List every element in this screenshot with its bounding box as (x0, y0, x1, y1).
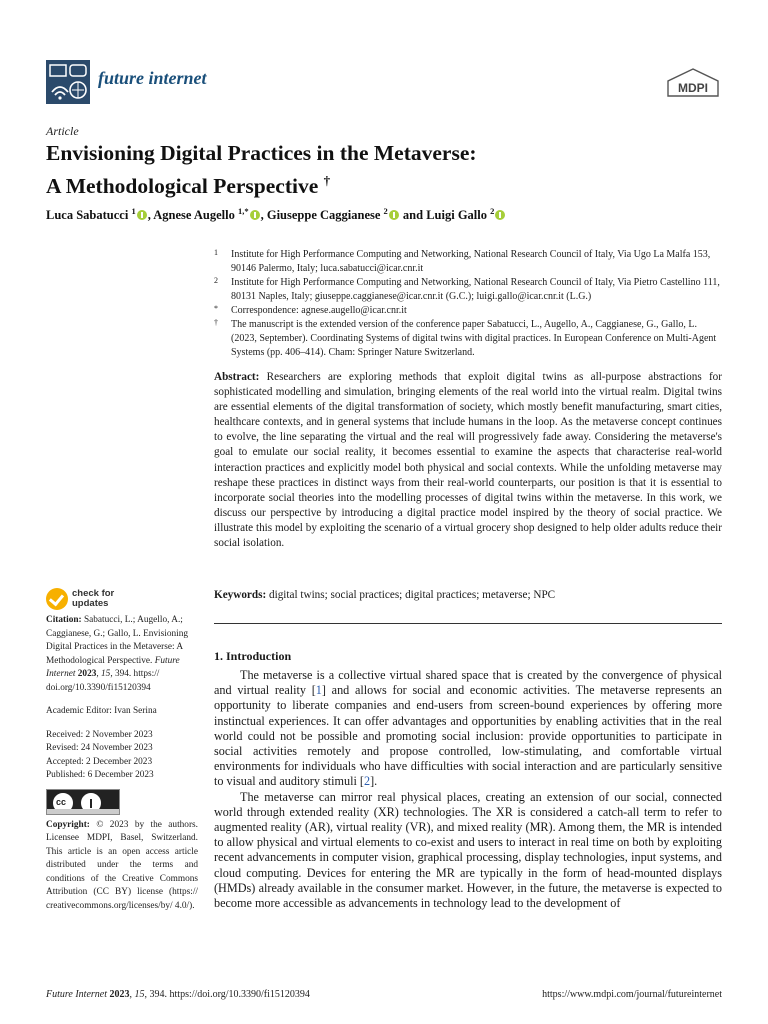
author-name[interactable]: Giuseppe Caggianese (266, 208, 381, 223)
section-heading: 1. Introduction (214, 649, 292, 663)
citation-link[interactable]: 2 (363, 774, 371, 789)
section-divider (214, 623, 722, 624)
introduction-body (214, 668, 722, 911)
journal-name: future internet (98, 68, 207, 88)
author-list: Luca Sabatucci $^1$ , Agnese Augello $^{1,*}$ , Giuseppe Caggianese $^2$ and Luigi Gallo $^2$ (46, 206, 506, 223)
orcid-icon[interactable] (250, 210, 260, 220)
journal-logo-icon (46, 60, 90, 104)
title-line-2: A Methodological Perspective (46, 174, 319, 199)
extended-version-note: † The manuscript is the extended version of the conference paper Sabatucci, L., Augello, A., Caggianese, G., Gallo, L. (2023, September). Coordinating Systems of digital twins with digital practices. In European Conference on Multi-Agent Systems (pp. 406–414). Cham: Springer Nature Switzerland. (214, 318, 717, 358)
academic-editor: Academic Editor: Ivan Serina (46, 706, 157, 716)
sidebar-info (46, 614, 198, 913)
orcid-icon[interactable] (495, 210, 505, 220)
footer-journal-url[interactable]: https://www.mdpi.com/journal/futureinternet (542, 989, 722, 1000)
citation: Citation: Sabatucci, L.; Augello, A.; Caggianese, G.; Gallo, L. Envisioning Digital Practices in the Metaverse: A Methodological Perspective. Future Internet 2023, 15, 394. https:// doi.org/10.3390/fi15120394 (46, 615, 189, 693)
article-type: Article (46, 124, 79, 138)
correspondence: * Correspondence: agnese.augello@icar.cnr.it (214, 304, 407, 316)
affiliations (214, 248, 722, 360)
affiliation-item: 2 Institute for High Performance Computing and Networking, National Research Council of Italy, Via Pietro Castellino 111, 80131 Naples, Italy; giuseppe.caggianese@icar.cnr.it (G.C.); luigi.gallo@icar.cnr.it (L.G.) (214, 276, 720, 302)
affiliation-item: 1 Institute for High Performance Computing and Networking, National Research Council of Italy, Via Ugo La Malfa 153, 90146 Palermo, Italy; luca.sabatucci@icar.cnr.it (214, 248, 711, 274)
paragraph: The metaverse is a collective virtual shared space that is created by the convergence of physical and virtual reality [1] and allows for social and economic activities. The metaverse represents an opportunity to liberate companies and end-users from screen-bound experiences by offering more instinctual experiences. It can offer advantages and opportunities by enabling activities that in the real world could not be possible and promoting social inclusion: provide opportunities to participate in social activities remotely and propose controlled, low-stimulating, and comfortable virtual environments for individuals who have difficulties with social interaction and are particularly sensitive to visual and auditory stimuli [2]. (214, 668, 722, 789)
orcid-icon[interactable] (137, 210, 147, 220)
check-icon (46, 588, 68, 610)
title-line-1: Envisioning Digital Practices in the Metaverse: (46, 141, 477, 165)
keywords (214, 589, 722, 601)
author-name[interactable]: Agnese Augello (153, 208, 235, 223)
mdpi-logo (666, 68, 720, 98)
keywords-text: digital twins; social practices; digital practices; metaverse; NPC (269, 589, 556, 601)
abstract (214, 370, 722, 551)
page-title (46, 140, 686, 200)
abstract-label: Abstract: (214, 371, 260, 383)
copyright: Copyright: © 2023 by the authors. Licensee MDPI, Basel, Switzerland. This article is an open access article distributed under the terms and conditions of the Creative Commons Attribution (CC BY) license (https:// creativecommons.org/licenses/by/ 4.0/). (46, 819, 198, 911)
title-dagger: † (323, 173, 331, 188)
footer-citation: Future Internet 2023, 15, 394. https://doi.org/10.3390/fi15120394 (46, 989, 310, 1000)
paragraph: The metaverse can mirror real physical places, creating an extension of our social, connected world through extended reality (XR) technologies. The XR is considered a catch-all term to refer to augmented reality (AR), virtual reality (VR), and mixed reality (MR). Among them, the MR is intended to allow physical and virtual elements to co-exist and users to interact in real time on both by exploiting recent advancements in computer vision, graphical processing, display technologies, input systems, and cloud computing. Devices for entering the MR are typically in the form of head-mounted displays (HMDs) already available in the consumer market. However, in the future, the metaverse is expected to become more accessible as advancements in technology lead to the development of (214, 789, 722, 911)
keywords-label: Keywords: (214, 589, 267, 601)
check-for-updates-button[interactable]: check for updates (46, 588, 166, 612)
published-date: Published: 6 December 2023 (46, 770, 154, 780)
author-name[interactable]: Luigi Gallo (426, 208, 487, 223)
cc-by-license-icon[interactable] (46, 789, 120, 815)
citation-link[interactable]: 1 (315, 683, 322, 698)
svg-text:MDPI: MDPI (678, 81, 708, 95)
abstract-text: Researchers are exploring methods that exploit digital twins as all-purpose abstractions for sophisticated modelling and simulation, bringing elements of the real world into the virtual realm. Digital twins are essential elements of the digital transformation of society, which mostly benefit manufacturing, smart cities, healthcare contexts, and in general systems that include humans in the loop. As the metaverse concept continues to evolve, the line separating the virtual and the real will progressively fade away. Considering the metaverse's goal to emulate our social reality, it becomes essential to examine the aspects that characterise real-world interaction practices and explicitly model both physical and social contexts. While the unfolding metaverse may reshape these practices in distinct ways from their real-world counterparts, our position is that it is essential to incorporate social theories into the modelling processes of digital twins within the metaverse. In this work, we discuss our perspective by introducing a digital practice model inspired by the theory of social practice. We illustrate this model by exploiting the scenario of a virtual grocery shop designed to help older adults reduce their social isolation. (214, 371, 722, 550)
received-date: Received: 2 November 2023 (46, 729, 153, 740)
author-name[interactable]: Luca Sabatucci (46, 208, 129, 223)
accepted-date: Accepted: 2 December 2023 (46, 756, 153, 767)
orcid-icon[interactable] (389, 210, 399, 220)
revised-date: Revised: 24 November 2023 (46, 743, 153, 753)
